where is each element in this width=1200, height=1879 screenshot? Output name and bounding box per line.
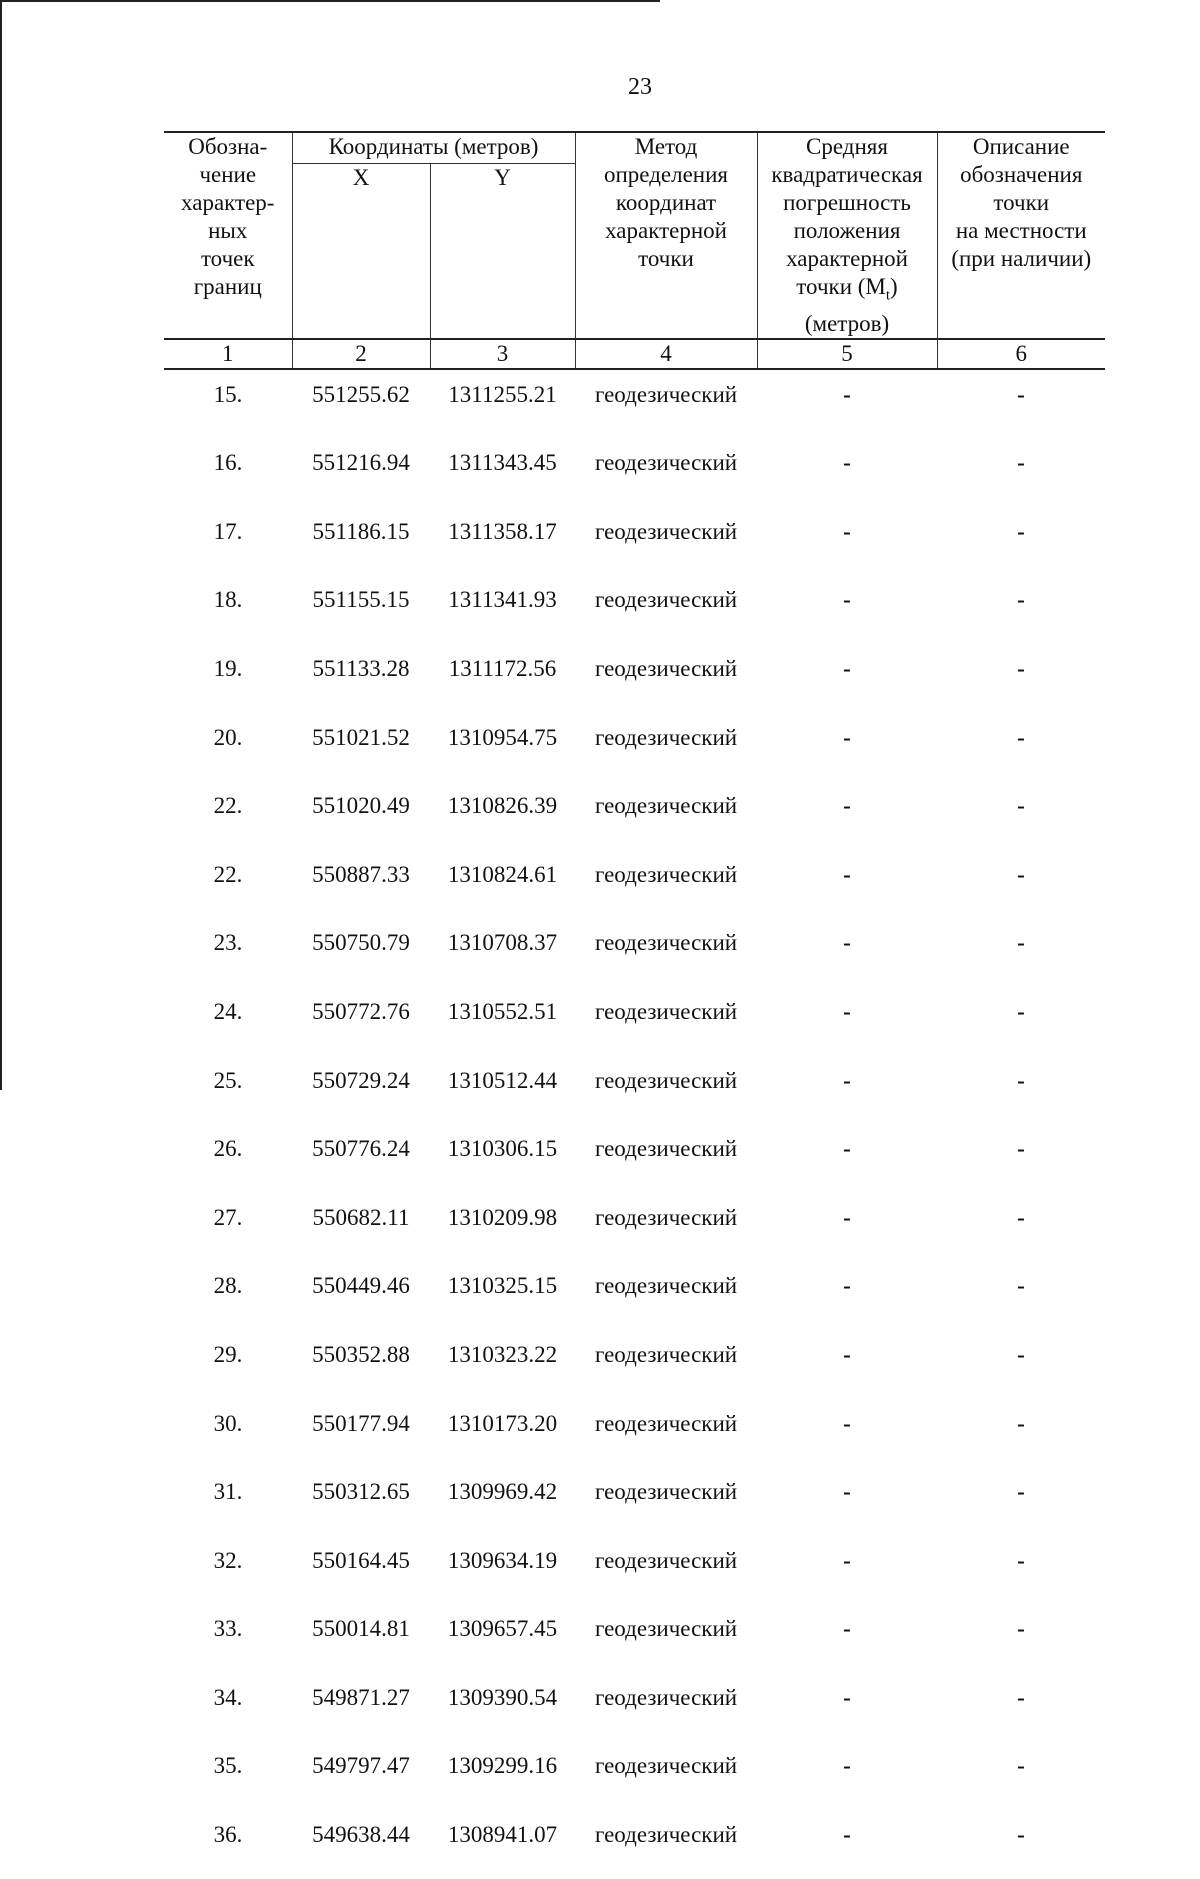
x-coordinate: 551155.15 (312, 587, 410, 613)
rmse-value: - (843, 518, 851, 544)
description-value: - (1017, 1067, 1025, 1093)
rmse-value: - (843, 1547, 851, 1573)
table-row (164, 1536, 1105, 1605)
point-number: 22. (213, 793, 243, 819)
column-number-4: 4 (575, 339, 757, 369)
table-row (164, 507, 1105, 576)
point-number: 19. (213, 655, 243, 681)
column-number-5: 5 (757, 339, 937, 369)
column-number-2: 2 (292, 339, 430, 369)
method: геодезический (594, 1616, 738, 1642)
y-coordinate: 1309657.45 (447, 1616, 558, 1642)
x-coordinate: 551021.52 (312, 724, 410, 750)
y-coordinate: 1311172.56 (448, 655, 557, 681)
table-row (164, 575, 1105, 644)
y-coordinate: 1310323.22 (447, 1341, 558, 1367)
scan-edge-left (0, 0, 2, 1090)
x-coordinate: 551216.94 (312, 450, 410, 476)
y-coordinate: 1309299.16 (447, 1753, 558, 1779)
method: геодезический (594, 724, 738, 750)
rmse-value: - (843, 724, 851, 750)
method: геодезический (594, 1067, 738, 1093)
description-value: - (1017, 381, 1025, 407)
table-row (164, 644, 1105, 713)
x-coordinate: 550750.79 (312, 930, 410, 956)
method: геодезический (594, 655, 738, 681)
point-number: 33. (213, 1616, 243, 1642)
column-number-1: 1 (164, 339, 292, 369)
method: геодезический (594, 861, 738, 887)
table-row (164, 987, 1105, 1056)
x-coordinate: 549638.44 (312, 1822, 410, 1848)
table-row (164, 1261, 1105, 1330)
y-coordinate: 1310325.15 (447, 1273, 558, 1299)
method: геодезический (594, 1341, 738, 1367)
point-number: 29. (213, 1341, 243, 1367)
y-coordinate: 1310824.61 (447, 861, 558, 887)
method: геодезический (594, 998, 738, 1024)
table-row (164, 438, 1105, 507)
header-rmse: Средняя квадратическая погрешность положения характерной точки $(M_t)$ (метров) (757, 132, 937, 339)
rmse-value: - (843, 861, 851, 887)
table-row (164, 1604, 1105, 1673)
rmse-value: - (843, 587, 851, 613)
point-number: 15. (213, 381, 243, 407)
method: геодезический (594, 587, 738, 613)
x-coordinate: 550164.45 (312, 1547, 410, 1573)
description-value: - (1017, 998, 1025, 1024)
x-coordinate: 551133.28 (312, 655, 410, 681)
table-row (164, 1810, 1105, 1879)
rmse-value: - (843, 655, 851, 681)
point-number: 20. (213, 724, 243, 750)
table-row (164, 713, 1105, 782)
coordinates-table (164, 131, 1105, 1879)
rmse-value: - (843, 381, 851, 407)
x-coordinate: 551255.62 (312, 381, 410, 407)
table-row (164, 1193, 1105, 1262)
description-value: - (1017, 724, 1025, 750)
y-coordinate: 1311341.93 (448, 587, 557, 613)
method: геодезический (594, 930, 738, 956)
rmse-value: - (843, 1273, 851, 1299)
rmse-value: - (843, 1479, 851, 1505)
rmse-value: - (843, 1067, 851, 1093)
point-number: 25. (213, 1067, 243, 1093)
description-value: - (1017, 861, 1025, 887)
description-value: - (1017, 587, 1025, 613)
rmse-value: - (843, 1822, 851, 1848)
page-number: 23 (628, 74, 652, 100)
header-coordinates-group: Координаты (метров) (292, 132, 575, 164)
method: геодезический (594, 1204, 738, 1230)
table-row (164, 1673, 1105, 1742)
rmse-value: - (843, 1410, 851, 1436)
column-number-6: 6 (937, 339, 1105, 369)
y-coordinate: 1309390.54 (447, 1684, 558, 1710)
method: геодезический (594, 1410, 738, 1436)
rmse-value: - (843, 998, 851, 1024)
header-y: Y (430, 164, 575, 339)
header-x: X (292, 164, 430, 339)
y-coordinate: 1310306.15 (447, 1136, 558, 1162)
x-coordinate: 551020.49 (312, 793, 410, 819)
y-coordinate: 1311343.45 (448, 450, 557, 476)
x-coordinate: 551186.15 (312, 518, 410, 544)
method: геодезический (594, 793, 738, 819)
method: геодезический (594, 1479, 738, 1505)
rmse-value: - (843, 1341, 851, 1367)
point-number: 24. (213, 998, 243, 1024)
method: геодезический (594, 1753, 738, 1779)
point-number: 35. (213, 1753, 243, 1779)
y-coordinate: 1309969.42 (447, 1479, 558, 1505)
method: геодезический (594, 1136, 738, 1162)
point-number: 22. (213, 861, 243, 887)
header-point-designation: Обозна- чение характер- ных точек границ (164, 132, 292, 339)
description-value: - (1017, 1684, 1025, 1710)
scan-edge-top (0, 0, 660, 2)
table-row (164, 1124, 1105, 1193)
point-number: 32. (213, 1547, 243, 1573)
table-row (164, 1330, 1105, 1399)
x-coordinate: 550772.76 (312, 998, 410, 1024)
header-method: Метод определения координат характерной точки (575, 132, 757, 339)
y-coordinate: 1310826.39 (447, 793, 558, 819)
table-row (164, 781, 1105, 850)
table-row (164, 918, 1105, 987)
method: геодезический (594, 1547, 738, 1573)
description-value: - (1017, 1547, 1025, 1573)
x-coordinate: 550312.65 (312, 1479, 410, 1505)
y-coordinate: 1309634.19 (447, 1547, 558, 1573)
x-coordinate: 549871.27 (312, 1684, 410, 1710)
rmse-value: - (843, 1136, 851, 1162)
description-value: - (1017, 1204, 1025, 1230)
x-coordinate: 550449.46 (312, 1273, 410, 1299)
rmse-value: - (843, 1204, 851, 1230)
point-number: 17. (213, 518, 243, 544)
method: геодезический (594, 518, 738, 544)
table-row (164, 850, 1105, 919)
header-description: Описание обозначения точки на местности (при наличии) (937, 132, 1105, 339)
method: геодезический (594, 1273, 738, 1299)
y-coordinate: 1308941.07 (447, 1822, 558, 1848)
table-row (164, 1741, 1105, 1810)
x-coordinate: 550682.11 (312, 1204, 410, 1230)
description-value: - (1017, 655, 1025, 681)
rmse-value: - (843, 1684, 851, 1710)
description-value: - (1017, 1479, 1025, 1505)
point-number: 27. (213, 1204, 243, 1230)
y-coordinate: 1310708.37 (447, 930, 558, 956)
point-number: 31. (213, 1479, 243, 1505)
x-coordinate: 550177.94 (312, 1410, 410, 1436)
x-coordinate: 550014.81 (312, 1616, 410, 1642)
x-coordinate: 550352.88 (312, 1341, 410, 1367)
point-number: 26. (213, 1136, 243, 1162)
point-number: 36. (213, 1822, 243, 1848)
point-number: 34. (213, 1684, 243, 1710)
point-number: 16. (213, 450, 243, 476)
method: геодезический (594, 1822, 738, 1848)
y-coordinate: 1310512.44 (447, 1067, 558, 1093)
table-body (164, 369, 1105, 1879)
x-coordinate: 550887.33 (312, 861, 410, 887)
table-row (164, 1399, 1105, 1468)
description-value: - (1017, 1616, 1025, 1642)
rmse-value: - (843, 450, 851, 476)
rmse-value: - (843, 1753, 851, 1779)
rmse-value: - (843, 930, 851, 956)
y-coordinate: 1310173.20 (447, 1410, 558, 1436)
method: геодезический (594, 381, 738, 407)
method: геодезический (594, 450, 738, 476)
y-coordinate: 1310954.75 (447, 724, 558, 750)
x-coordinate: 550729.24 (312, 1067, 410, 1093)
x-coordinate: 550776.24 (312, 1136, 410, 1162)
description-value: - (1017, 1410, 1025, 1436)
description-value: - (1017, 450, 1025, 476)
table-row (164, 1056, 1105, 1125)
table-row (164, 369, 1105, 439)
description-value: - (1017, 1753, 1025, 1779)
point-number: 30. (213, 1410, 243, 1436)
description-value: - (1017, 1341, 1025, 1367)
description-value: - (1017, 930, 1025, 956)
description-value: - (1017, 1273, 1025, 1299)
y-coordinate: 1310209.98 (447, 1204, 558, 1230)
description-value: - (1017, 518, 1025, 544)
point-number: 28. (213, 1273, 243, 1299)
description-value: - (1017, 1136, 1025, 1162)
column-number-3: 3 (430, 339, 575, 369)
description-value: - (1017, 793, 1025, 819)
y-coordinate: 1311255.21 (448, 381, 557, 407)
rmse-value: - (843, 1616, 851, 1642)
rmse-value: - (843, 793, 851, 819)
y-coordinate: 1311358.17 (448, 518, 557, 544)
y-coordinate: 1310552.51 (447, 998, 558, 1024)
x-coordinate: 549797.47 (312, 1753, 410, 1779)
point-number: 18. (213, 587, 243, 613)
method: геодезический (594, 1684, 738, 1710)
description-value: - (1017, 1822, 1025, 1848)
table-row (164, 1467, 1105, 1536)
point-number: 23. (213, 930, 243, 956)
